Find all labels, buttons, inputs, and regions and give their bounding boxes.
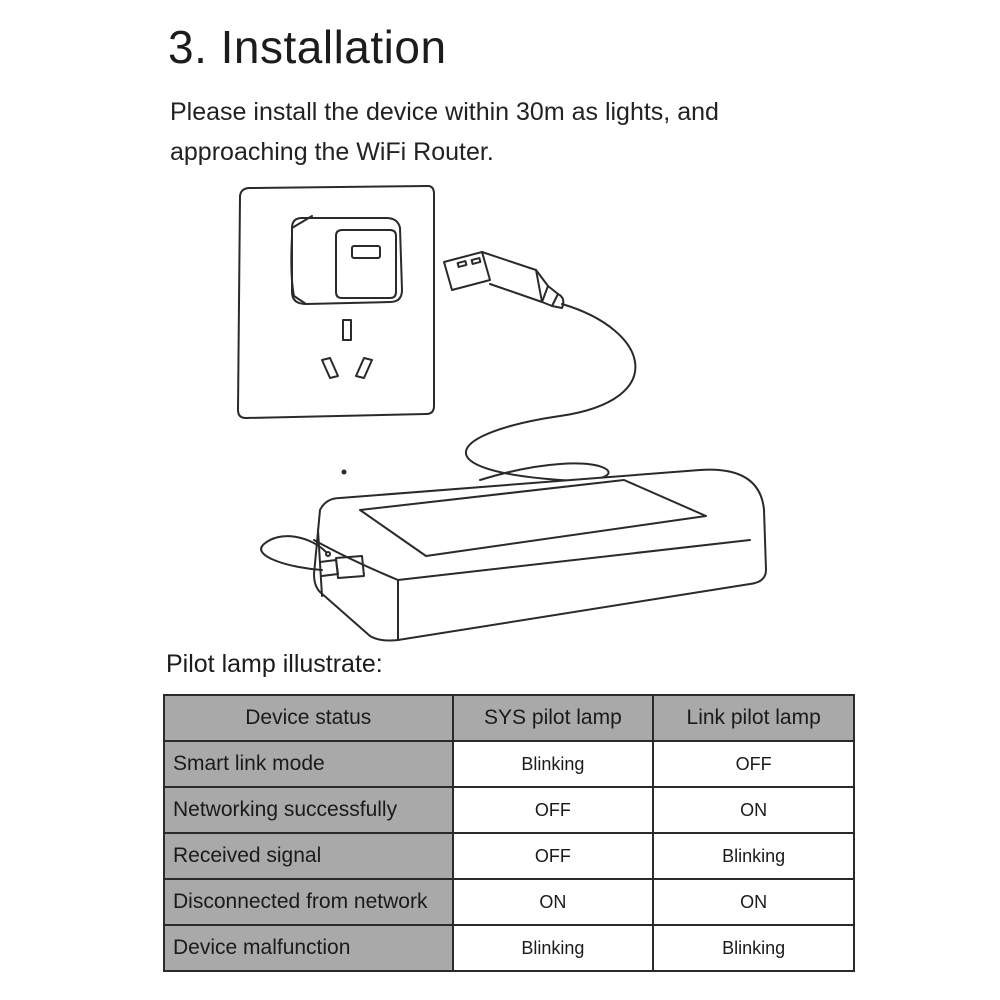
table-row [164,833,854,879]
table-row [164,741,854,787]
column-header-sys-lamp: SYS pilot lamp [453,695,654,741]
sys-lamp-cell: ON [453,879,654,925]
table-row [164,879,854,925]
device-status-cell: Received signal [164,833,453,879]
table-row [164,787,854,833]
intro-text: Please install the device within 30m as lights, and approaching the WiFi Router. [170,98,719,166]
device-status-cell: Disconnected from network [164,879,453,925]
link-lamp-cell: Blinking [653,833,854,879]
usb-cable [466,304,635,481]
socket-holes [322,320,372,378]
device-status-cell: Networking successfully [164,787,453,833]
page-title: 3. Installation [168,21,447,73]
device-status-cell: Device malfunction [164,925,453,971]
sys-lamp-cell: OFF [453,787,654,833]
link-lamp-cell: ON [653,879,854,925]
column-header-device-status: Device status [164,695,453,741]
power-adapter [291,216,402,304]
usb-plug [444,252,563,308]
pilot-lamp-table [163,694,855,972]
sys-lamp-cell: Blinking [453,741,654,787]
link-lamp-cell: OFF [653,741,854,787]
link-lamp-cell: Blinking [653,925,854,971]
installation-illustration [230,180,790,650]
link-lamp-cell: ON [653,787,854,833]
sys-lamp-cell: Blinking [453,925,654,971]
table-row [164,925,854,971]
sys-lamp-cell: OFF [453,833,654,879]
wifi-base-device [314,470,766,641]
device-status-cell: Smart link mode [164,741,453,787]
pilot-lamp-heading: Pilot lamp illustrate: [166,650,383,678]
table-header-row [164,695,854,741]
column-header-link-lamp: Link pilot lamp [653,695,854,741]
